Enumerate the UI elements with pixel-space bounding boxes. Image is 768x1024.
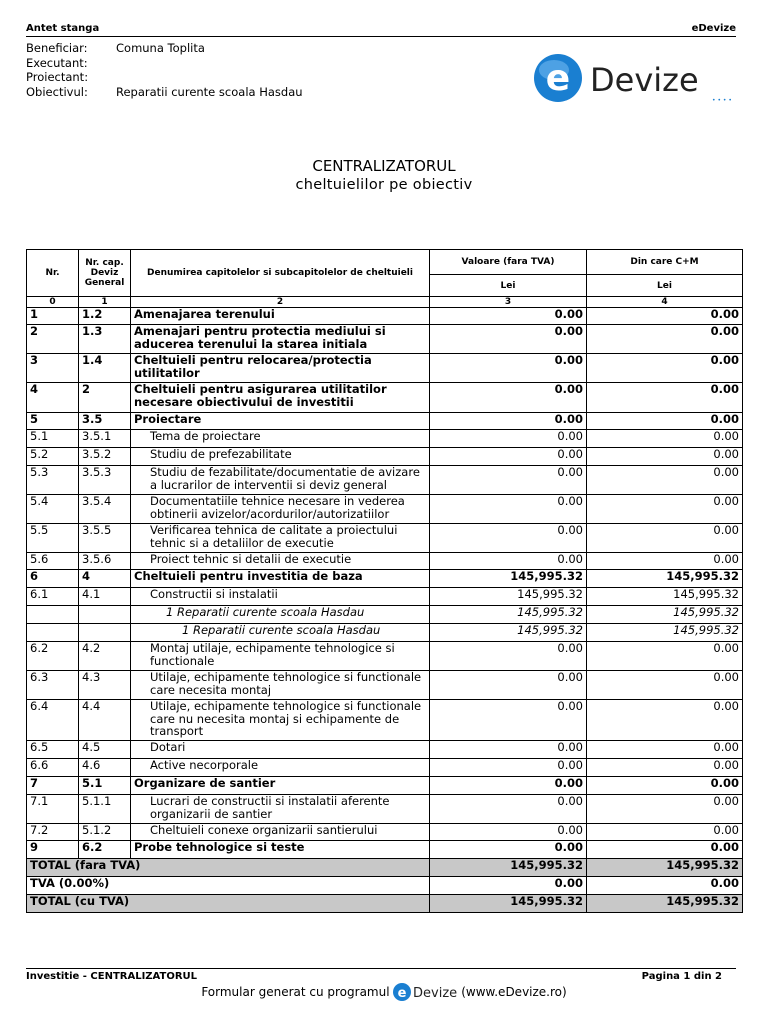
- table-row: 6.3 4.3 Utilaje, echipamente tehnologice si functionale care necesita montaj 0.00 0.00: [27, 671, 743, 700]
- page-header: [26, 22, 736, 37]
- header-left: Antet stanga: [26, 23, 100, 34]
- header-cap: Nr. cap. Deviz General: [79, 250, 131, 297]
- total-row: TVA (0.00%) 0.00 0.00: [27, 877, 743, 895]
- header-lei-cm: Lei: [587, 275, 743, 297]
- table-row: 1 Reparatii curente scoala Hasdau 145,995.32 145,995.32: [27, 606, 743, 624]
- total-row: TOTAL (fara TVA) 145,995.32 145,995.32: [27, 859, 743, 877]
- table-row: 6 4 Cheltuieli pentru investitia de baza 145,995.32 145,995.32: [27, 570, 743, 588]
- table-row: 6.6 4.6 Active necorporale 0.00 0.00: [27, 759, 743, 777]
- header-cm: Din care C+M: [587, 250, 743, 275]
- table-row: 5 3.5 Proiectare 0.00 0.00: [27, 413, 743, 430]
- header-lei-valoare: Lei: [430, 275, 587, 297]
- logo-text: Devize: [590, 61, 699, 99]
- centralizator-table: [26, 249, 743, 913]
- table-row: 5.4 3.5.4 Documentatiile tehnice necesare in vederea obtinerii avizelor/acordurilor/autorizatiilor 0.00 0.00: [27, 495, 743, 524]
- table-row: 3 1.4 Cheltuieli pentru relocarea/protectia utilitatilor 0.00 0.00: [27, 354, 743, 383]
- table-row: 9 6.2 Probe tehnologice si teste 0.00 0.00: [27, 841, 743, 859]
- page-footer: [26, 968, 736, 983]
- table-row: 6.5 4.5 Dotari 0.00 0.00: [27, 741, 743, 759]
- logo-dots: • • • •: [712, 97, 732, 104]
- table-row: 4 2 Cheltuieli pentru asigurarea utilitatilor necesare obiectivului de investitii 0.00 0.00: [27, 383, 743, 413]
- header-denumire: Denumirea capitolelor si subcapitolelor de cheltuieli: [131, 250, 430, 297]
- table-row: 2 1.3 Amenajari pentru protectia mediului si aducerea terenului la starea initiala 0.00 0.00: [27, 325, 743, 354]
- header-valoare: Valoare (fara TVA): [430, 250, 587, 275]
- document-subtitle: cheltuielilor pe obiectiv: [295, 177, 473, 193]
- page-number: Pagina 1 din 2: [641, 971, 722, 982]
- generated-by: Formular generat cu programul e Devize (www.eDevize.ro): [0, 982, 768, 1002]
- table-row: 5.5 3.5.5 Verificarea tehnica de calitate a proiectului tehnic si a detaliilor de executie 0.00 0.00: [27, 524, 743, 553]
- document-title: CENTRALIZATORUL: [312, 157, 456, 175]
- svg-text:Devize: Devize: [413, 986, 458, 1001]
- table-row: 7 5.1 Organizare de santier 0.00 0.00: [27, 777, 743, 795]
- table-row: 5.6 3.5.6 Proiect tehnic si detalii de executie 0.00 0.00: [27, 553, 743, 570]
- table-row: 1 Reparatii curente scoala Hasdau 145,995.32 145,995.32: [27, 624, 743, 642]
- svg-text:e: e: [397, 986, 407, 1001]
- edevize-logo: [532, 50, 738, 106]
- table-row: 5.2 3.5.2 Studiu de prefezabilitate 0.00 0.00: [27, 448, 743, 466]
- table-row: 5.3 3.5.3 Studiu de fezabilitate/documentatie de avizare a lucrarilor de interventii si deviz general 0.00 0.00: [27, 466, 743, 495]
- website-link[interactable]: (www.eDevize.ro): [461, 985, 567, 999]
- total-row: TOTAL (cu TVA) 145,995.32 145,995.32: [27, 895, 743, 913]
- column-index-row: 0 1 2 3 4: [27, 297, 743, 308]
- table-row: 6.2 4.2 Montaj utilaje, echipamente tehnologice si functionale 0.00 0.00: [27, 642, 743, 671]
- header-nr: Nr.: [27, 250, 79, 297]
- table-row: 1 1.2 Amenajarea terenului 0.00 0.00: [27, 308, 743, 325]
- edevize-mini-logo: [393, 982, 457, 1002]
- table-row: 6.4 4.4 Utilaje, echipamente tehnologice si functionale care nu necesita montaj si echipamente de transport 0.00 0.00: [27, 700, 743, 741]
- header-right: eDevize: [691, 23, 736, 34]
- table-row: 6.1 4.1 Constructii si instalatii 145,995.32 145,995.32: [27, 588, 743, 606]
- table-row: 7.1 5.1.1 Lucrari de constructii si instalatii aferente organizarii de santier 0.00 0.00: [27, 795, 743, 824]
- footer-left: Investitie - CENTRALIZATORUL: [26, 971, 198, 982]
- logo-letter: e: [545, 58, 571, 99]
- table-row: 7.2 5.1.2 Cheltuieli conexe organizarii santierului 0.00 0.00: [27, 824, 743, 841]
- table-row: 5.1 3.5.1 Tema de proiectare 0.00 0.00: [27, 430, 743, 448]
